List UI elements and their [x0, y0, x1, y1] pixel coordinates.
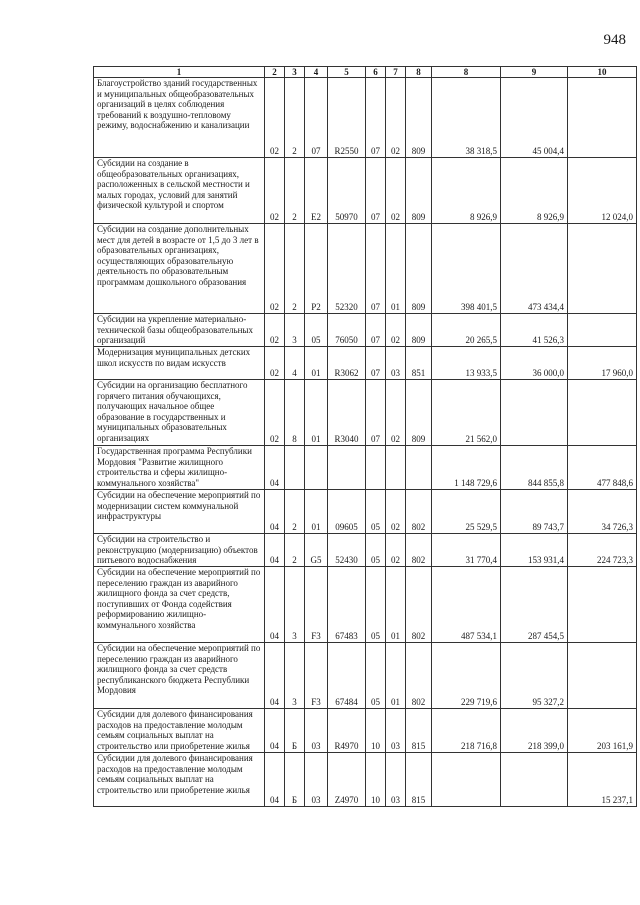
- code-cell: 809: [406, 380, 432, 446]
- budget-table: [93, 66, 637, 807]
- code-cell: 2: [285, 158, 305, 224]
- code-cell: 02: [386, 490, 406, 534]
- code-cell: 3: [285, 567, 305, 643]
- amount-cell: 844 855,8: [501, 446, 568, 490]
- amount-cell: 203 161,9: [568, 709, 637, 753]
- table-row: [94, 78, 637, 158]
- code-cell: 01: [305, 347, 328, 380]
- code-cell: 03: [305, 709, 328, 753]
- table-body: [94, 78, 637, 807]
- row-name-cell: Субсидии на укрепление материально-технической базы общеобразовательных организаций: [94, 314, 265, 347]
- row-name-cell: Модернизация муниципальных детских школ искусств по видам искусств: [94, 347, 265, 380]
- amount-cell: 8 926,9: [432, 158, 501, 224]
- table-row: [94, 490, 637, 534]
- amount-cell: [568, 224, 637, 314]
- code-cell: [366, 446, 386, 490]
- code-cell: [328, 446, 366, 490]
- code-cell: 07: [366, 347, 386, 380]
- amount-cell: 41 526,3: [501, 314, 568, 347]
- table-row: [94, 567, 637, 643]
- code-cell: Б: [285, 709, 305, 753]
- code-cell: 07: [366, 78, 386, 158]
- column-header: 10: [568, 67, 637, 78]
- row-name-cell: Субсидии для долевого финансирования расходов на предоставление молодым семьям социальных выплат на строительство или приобретение жилья: [94, 709, 265, 753]
- amount-cell: 218 399,0: [501, 709, 568, 753]
- code-cell: 2: [285, 534, 305, 567]
- code-cell: R3040: [328, 380, 366, 446]
- column-header: 8: [432, 67, 501, 78]
- table-row: [94, 314, 637, 347]
- code-cell: 01: [386, 224, 406, 314]
- code-cell: 50970: [328, 158, 366, 224]
- code-cell: 76050: [328, 314, 366, 347]
- amount-cell: 287 454,5: [501, 567, 568, 643]
- column-header: 9: [501, 67, 568, 78]
- table-row: [94, 380, 637, 446]
- code-cell: 815: [406, 753, 432, 807]
- amount-cell: 12 024,0: [568, 158, 637, 224]
- code-cell: 01: [386, 643, 406, 709]
- code-cell: 02: [386, 314, 406, 347]
- amount-cell: 229 719,6: [432, 643, 501, 709]
- code-cell: 05: [366, 567, 386, 643]
- code-cell: 8: [285, 380, 305, 446]
- amount-cell: 45 004,4: [501, 78, 568, 158]
- amount-cell: [568, 314, 637, 347]
- code-cell: Р2: [305, 224, 328, 314]
- code-cell: F3: [305, 567, 328, 643]
- row-name-cell: Субсидии для долевого финансирования расходов на предоставление молодым семьям социальных выплат на строительство или приобретение жилья: [94, 753, 265, 807]
- code-cell: 04: [265, 490, 285, 534]
- code-cell: 10: [366, 709, 386, 753]
- table-row: [94, 347, 637, 380]
- code-cell: 09605: [328, 490, 366, 534]
- code-cell: 07: [366, 380, 386, 446]
- code-cell: 802: [406, 534, 432, 567]
- code-cell: 02: [265, 380, 285, 446]
- code-cell: 04: [265, 446, 285, 490]
- amount-cell: 477 848,6: [568, 446, 637, 490]
- code-cell: 2: [285, 490, 305, 534]
- amount-cell: [568, 78, 637, 158]
- code-cell: R2550: [328, 78, 366, 158]
- code-cell: Е2: [305, 158, 328, 224]
- code-cell: 3: [285, 643, 305, 709]
- table-row: [94, 643, 637, 709]
- amount-cell: 473 434,4: [501, 224, 568, 314]
- code-cell: Z4970: [328, 753, 366, 807]
- code-cell: 04: [265, 709, 285, 753]
- code-cell: [406, 446, 432, 490]
- code-cell: 05: [305, 314, 328, 347]
- code-cell: 851: [406, 347, 432, 380]
- amount-cell: 398 401,5: [432, 224, 501, 314]
- row-name-cell: Субсидии на обеспечение мероприятий по переселению граждан из аварийного жилищного фонда за счет средств республиканского бюджета Республики Мордовия: [94, 643, 265, 709]
- code-cell: 809: [406, 224, 432, 314]
- code-cell: 02: [265, 347, 285, 380]
- code-cell: 03: [305, 753, 328, 807]
- code-cell: 67483: [328, 567, 366, 643]
- code-cell: 815: [406, 709, 432, 753]
- code-cell: 07: [366, 314, 386, 347]
- code-cell: 02: [265, 314, 285, 347]
- amount-cell: 224 723,3: [568, 534, 637, 567]
- row-name-cell: Субсидии на строительство и реконструкцию (модернизацию) объектов питьевого водоснабжения: [94, 534, 265, 567]
- amount-cell: 8 926,9: [501, 158, 568, 224]
- column-header: 6: [366, 67, 386, 78]
- code-cell: 809: [406, 78, 432, 158]
- code-cell: 02: [265, 158, 285, 224]
- amount-cell: 34 726,3: [568, 490, 637, 534]
- code-cell: 07: [366, 158, 386, 224]
- column-header: 4: [305, 67, 328, 78]
- code-cell: 01: [305, 490, 328, 534]
- amount-cell: 20 265,5: [432, 314, 501, 347]
- table-row: [94, 224, 637, 314]
- amount-cell: 487 534,1: [432, 567, 501, 643]
- code-cell: 02: [386, 78, 406, 158]
- code-cell: 05: [366, 534, 386, 567]
- amount-cell: [568, 567, 637, 643]
- row-name-cell: Субсидии на создание дополнительных мест для детей в возрасте от 1,5 до 3 лет в образовательных организациях, осуществляющих образовательную деятельность по образовательным программам дошкольного образования: [94, 224, 265, 314]
- code-cell: 01: [305, 380, 328, 446]
- table-header-row: [94, 67, 637, 78]
- code-cell: 2: [285, 78, 305, 158]
- code-cell: 07: [366, 224, 386, 314]
- code-cell: [305, 446, 328, 490]
- code-cell: 809: [406, 158, 432, 224]
- amount-cell: 218 716,8: [432, 709, 501, 753]
- table-row: [94, 158, 637, 224]
- code-cell: 809: [406, 314, 432, 347]
- code-cell: 802: [406, 643, 432, 709]
- table-row: [94, 709, 637, 753]
- row-name-cell: Субсидии на обеспечение мероприятий по модернизации систем коммунальной инфраструктуры: [94, 490, 265, 534]
- code-cell: 05: [366, 643, 386, 709]
- amount-cell: [568, 380, 637, 446]
- amount-cell: 31 770,4: [432, 534, 501, 567]
- code-cell: 10: [366, 753, 386, 807]
- code-cell: 02: [265, 224, 285, 314]
- amount-cell: 36 000,0: [501, 347, 568, 380]
- row-name-cell: Благоустройство зданий государственных и муниципальных общеобразовательных организаций в целях соблюдения требований к воздушно-тепловому режиму, водоснабжению и канализации: [94, 78, 265, 158]
- amount-cell: 25 529,5: [432, 490, 501, 534]
- amount-cell: [432, 753, 501, 807]
- amount-cell: 13 933,5: [432, 347, 501, 380]
- code-cell: 02: [386, 158, 406, 224]
- code-cell: 03: [386, 347, 406, 380]
- column-header: 3: [285, 67, 305, 78]
- code-cell: 67484: [328, 643, 366, 709]
- amount-cell: [501, 753, 568, 807]
- code-cell: 52320: [328, 224, 366, 314]
- code-cell: 03: [386, 709, 406, 753]
- amount-cell: [501, 380, 568, 446]
- code-cell: 3: [285, 314, 305, 347]
- table-row: [94, 534, 637, 567]
- amount-cell: 89 743,7: [501, 490, 568, 534]
- code-cell: 802: [406, 490, 432, 534]
- code-cell: 02: [386, 534, 406, 567]
- amount-cell: 38 318,5: [432, 78, 501, 158]
- code-cell: R3062: [328, 347, 366, 380]
- code-cell: [285, 446, 305, 490]
- code-cell: 02: [265, 78, 285, 158]
- row-name-cell: Субсидии на создание в общеобразовательных организациях, расположенных в сельской местности и малых городах, условий для занятий физической культурой и спортом: [94, 158, 265, 224]
- code-cell: 04: [265, 643, 285, 709]
- code-cell: 802: [406, 567, 432, 643]
- amount-cell: 95 327,2: [501, 643, 568, 709]
- code-cell: 03: [386, 753, 406, 807]
- column-header: 8: [406, 67, 432, 78]
- code-cell: 2: [285, 224, 305, 314]
- code-cell: F3: [305, 643, 328, 709]
- code-cell: 04: [265, 753, 285, 807]
- amount-cell: [568, 643, 637, 709]
- column-header: 2: [265, 67, 285, 78]
- amount-cell: 21 562,0: [432, 380, 501, 446]
- amount-cell: 17 960,0: [568, 347, 637, 380]
- row-name-cell: Субсидии на организацию бесплатного горячего питания обучающихся, получающих начальное общее образование в государственных и муниципальных образовательных организациях: [94, 380, 265, 446]
- code-cell: Б: [285, 753, 305, 807]
- column-header: 1: [94, 67, 265, 78]
- code-cell: 52430: [328, 534, 366, 567]
- code-cell: [386, 446, 406, 490]
- code-cell: R4970: [328, 709, 366, 753]
- amount-cell: 15 237,1: [568, 753, 637, 807]
- column-header: 7: [386, 67, 406, 78]
- code-cell: 05: [366, 490, 386, 534]
- page-number: 948: [603, 32, 626, 48]
- table-row: [94, 446, 637, 490]
- code-cell: G5: [305, 534, 328, 567]
- code-cell: 01: [386, 567, 406, 643]
- table-row: [94, 753, 637, 807]
- code-cell: 04: [265, 567, 285, 643]
- row-name-cell: Субсидии на обеспечение мероприятий по переселению граждан из аварийного жилищного фонда за счет средств, поступивших от Фонда содействия реформированию жилищно-коммунального хозяйства: [94, 567, 265, 643]
- row-name-cell: Государственная программа Республики Мордовия "Развитие жилищного строительства и сферы жилищно-коммунального хозяйства": [94, 446, 265, 490]
- code-cell: 07: [305, 78, 328, 158]
- code-cell: 02: [386, 380, 406, 446]
- code-cell: 4: [285, 347, 305, 380]
- column-header: 5: [328, 67, 366, 78]
- amount-cell: 153 931,4: [501, 534, 568, 567]
- code-cell: 04: [265, 534, 285, 567]
- amount-cell: 1 148 729,6: [432, 446, 501, 490]
